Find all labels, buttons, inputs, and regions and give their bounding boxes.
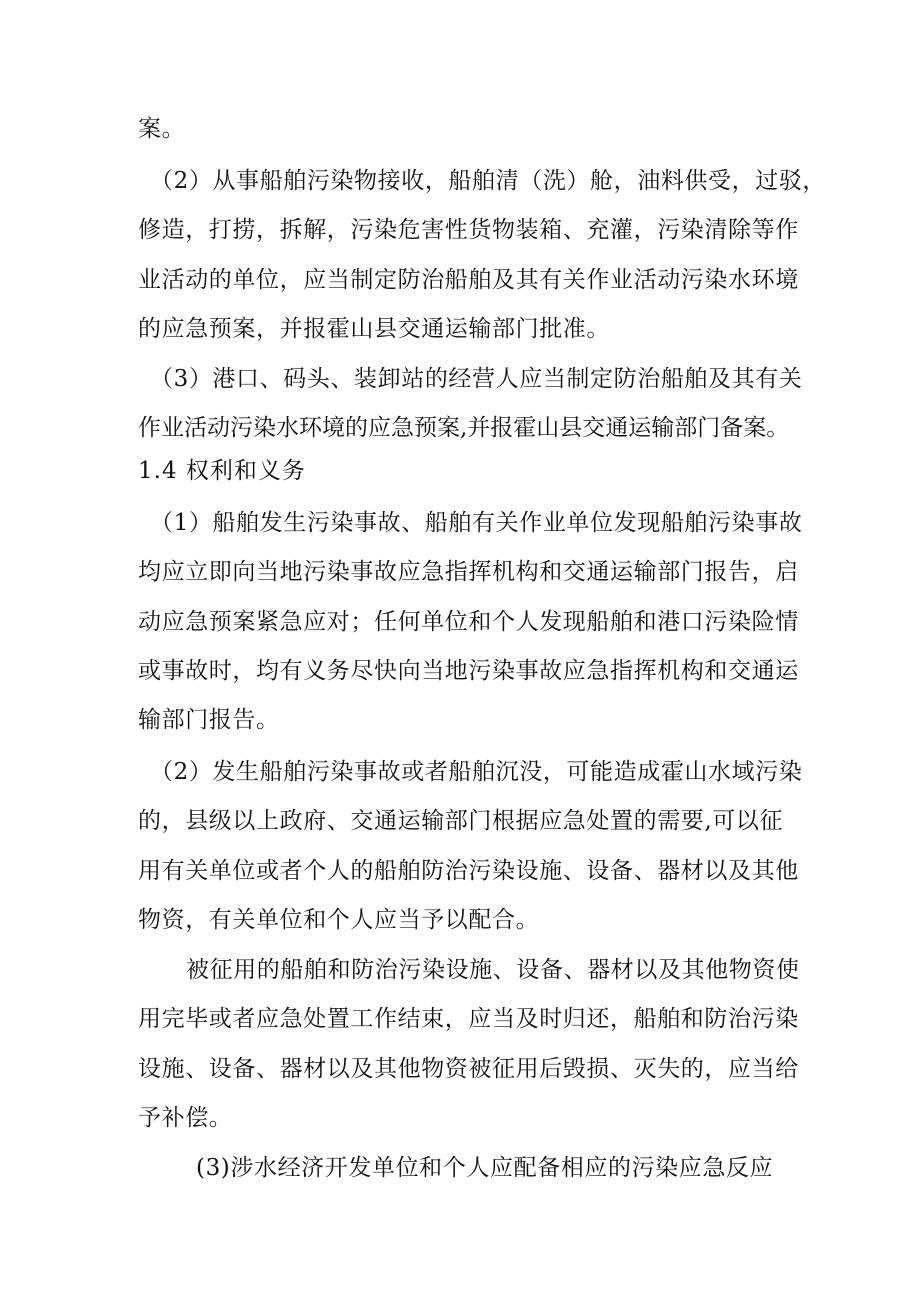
section-heading: 1.4 权利和义务 <box>138 458 306 484</box>
text-line: 业活动的单位，应当制定防治船舶及其有关作业活动污染水环境 <box>138 267 799 293</box>
text-line: （1）船舶发生污染事故、船舶有关作业单位发现船舶污染事故 <box>150 510 803 536</box>
text-line: 的，县级以上政府、交通运输部门根据应急处置的需要,可以征 <box>138 808 784 834</box>
text-line: 物资，有关单位和个人应当予以配合。 <box>138 907 540 933</box>
text-line: 均应立即向当地污染事故应急指挥机构和交通运输部门报告，启 <box>138 559 799 585</box>
text-line: 被征用的船舶和防治污染设施、设备、器材以及其他物资使 <box>186 957 800 983</box>
text-line: （2）从事船舶污染物接收，船舶清（洗）舱，油料供受，过驳， <box>150 168 827 194</box>
text-line: 设施、设备、器材以及其他物资被征用后毁损、灭失的，应当给 <box>138 1056 799 1082</box>
text-line: 输部门报告。 <box>138 707 280 733</box>
text-line: 动应急预案紧急应对；任何单位和个人发现船舶和港口污染险情 <box>138 609 799 635</box>
text-line: 予补偿。 <box>138 1105 233 1131</box>
text-line: 作业活动污染水环境的应急预案,并报霍山县交通运输部门备案。 <box>138 415 790 441</box>
text-line: (3)涉水经济开发单位和个人应配备相应的污染应急反应 <box>196 1155 774 1181</box>
text-line: 用完毕或者应急处置工作结束，应当及时归还，船舶和防治污染 <box>138 1006 799 1032</box>
text-line: （2）发生船舶污染事故或者船舶沉没，可能造成霍山水域污染 <box>150 759 803 785</box>
text-line: （3）港口、码头、装卸站的经营人应当制定防治船舶及其有关 <box>150 366 803 392</box>
text-line: 用有关单位或者个人的船舶防治污染设施、设备、器材以及其他 <box>138 858 799 884</box>
text-line: 的应急预案，并报霍山县交通运输部门批准。 <box>138 316 610 342</box>
text-line: 或事故时，均有义务尽快向当地污染事故应急指挥机构和交通运 <box>138 658 799 684</box>
text-line: 修造，打捞，拆解，污染危害性货物装箱、充灌，污染清除等作 <box>138 217 799 243</box>
text-line: 案。 <box>138 116 186 142</box>
